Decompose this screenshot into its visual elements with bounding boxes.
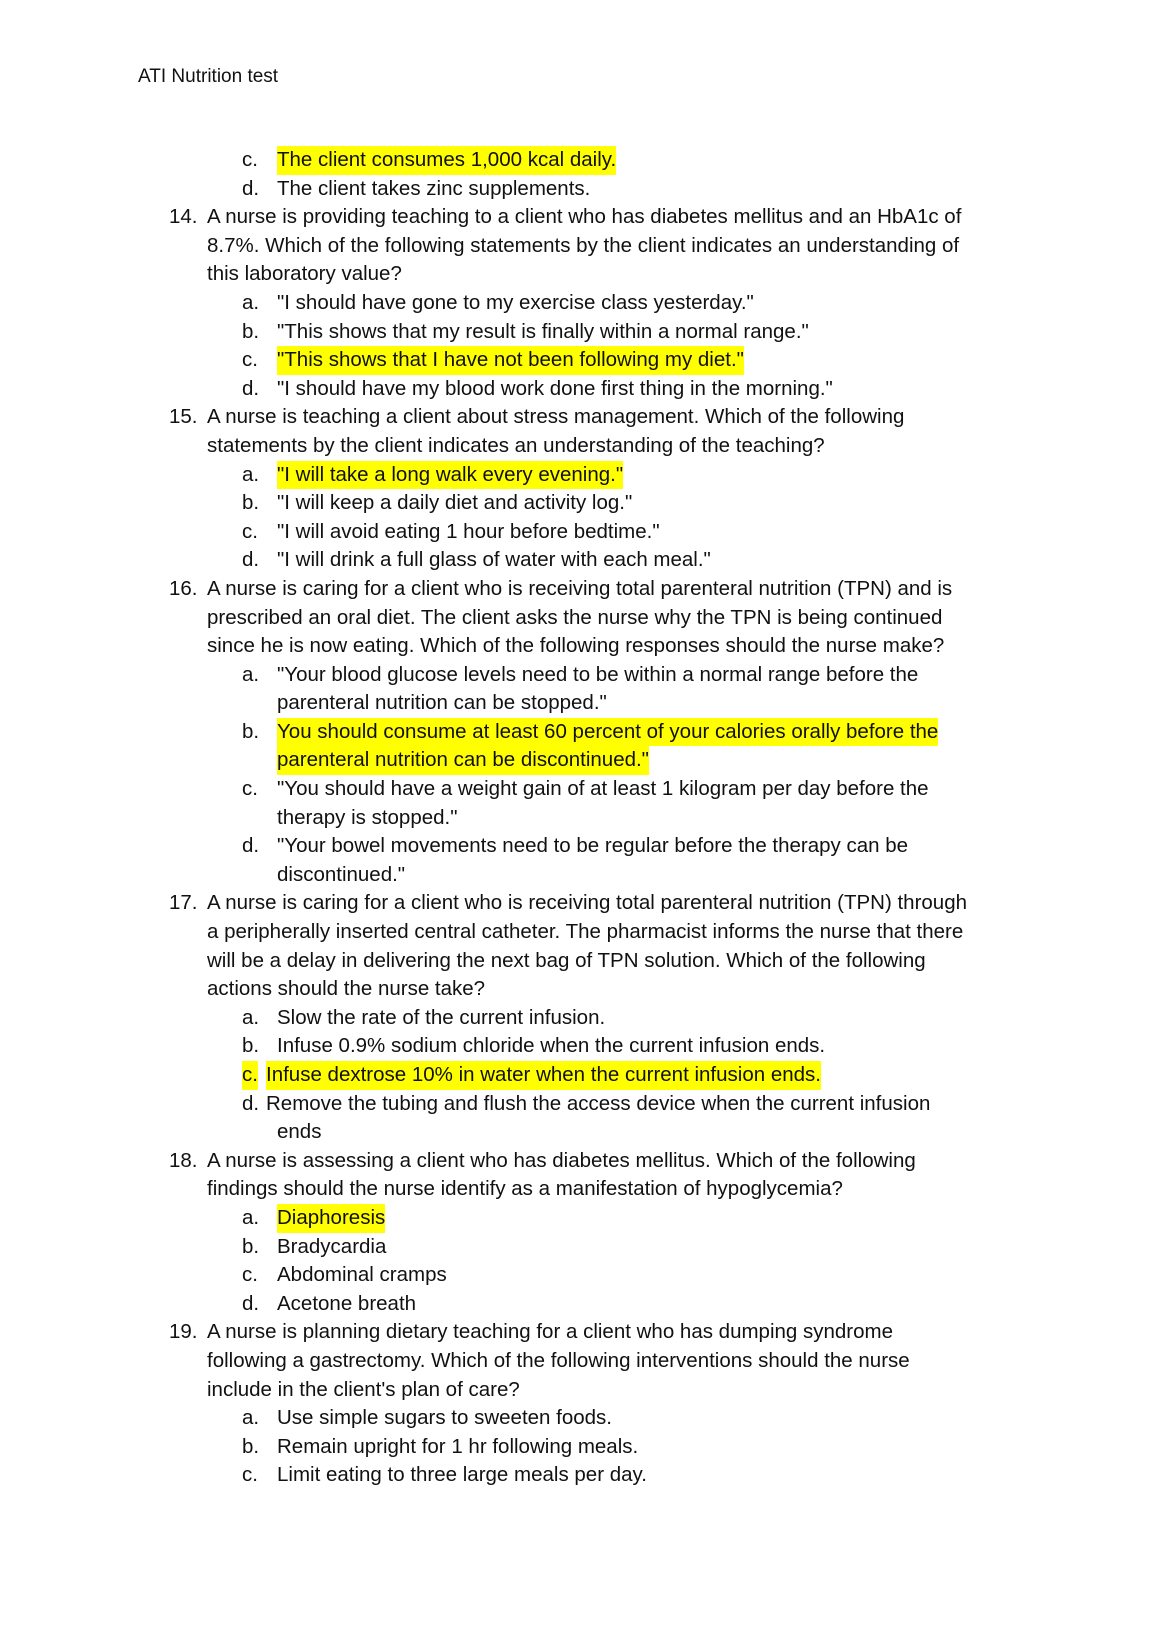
answer-option-line (0, 861, 1158, 890)
option-label: a. (242, 1205, 260, 1229)
question-text: actions should the nurse take? (207, 977, 486, 1001)
answer-option-line (0, 489, 1158, 518)
option-text: "This shows that I have not been following my diet." (277, 346, 744, 375)
answer-option-line (0, 746, 1158, 775)
question-line (0, 975, 1158, 1004)
option-label: b. (242, 319, 260, 343)
option-label: c. (242, 777, 258, 801)
option-text: therapy is stopped." (277, 805, 458, 829)
question-line (0, 1147, 1158, 1176)
option-label: c. (242, 1061, 258, 1090)
question-text: A nurse is assessing a client who has diabetes mellitus. Which of the following (207, 1148, 916, 1172)
question-list (0, 146, 1158, 1490)
answer-option-line (0, 346, 1158, 375)
option-label: c. (242, 519, 258, 543)
question-line (0, 1318, 1158, 1347)
answer-option-line (0, 1090, 1158, 1119)
option-text: parenteral nutrition can be discontinued." (277, 746, 649, 775)
option-label: c. (242, 148, 258, 171)
answer-option-line (0, 375, 1158, 404)
question-text: A nurse is caring for a client who is receiving total parenteral nutrition (TPN) and is (207, 576, 953, 600)
answer-option-line (0, 289, 1158, 318)
question-text: A nurse is teaching a client about stress management. Which of the following (207, 405, 905, 429)
question-line (0, 403, 1158, 432)
question-line (0, 203, 1158, 232)
option-label: c. (242, 348, 258, 372)
option-text: Use simple sugars to sweeten foods. (277, 1406, 612, 1430)
answer-option-line (0, 546, 1158, 575)
question-line (0, 632, 1158, 661)
answer-option-line (0, 832, 1158, 861)
answer-option-line (0, 1061, 1158, 1090)
question-number: 17. (169, 891, 198, 915)
option-label: a. (242, 662, 260, 686)
question-text: A nurse is providing teaching to a client who has diabetes mellitus and an HbA1c of (207, 205, 962, 229)
option-text: "I will avoid eating 1 hour before bedtime." (277, 519, 660, 543)
option-text: "Your blood glucose levels need to be within a normal range before the (277, 662, 919, 686)
question-text: will be a delay in delivering the next bag of TPN solution. Which of the following (207, 948, 926, 972)
option-label: d. (242, 1091, 260, 1115)
option-text: Bradycardia (277, 1234, 387, 1258)
option-label: c. (242, 1263, 258, 1287)
question-line (0, 232, 1158, 261)
answer-option-line (0, 1433, 1158, 1462)
question-line (0, 1175, 1158, 1204)
question-line (0, 947, 1158, 976)
answer-option-line (0, 318, 1158, 347)
option-label: a. (242, 1005, 260, 1029)
question-text: since he is now eating. Which of the following responses should the nurse make? (207, 634, 945, 658)
option-text: discontinued." (277, 862, 406, 886)
option-text: "I will take a long walk every evening." (277, 461, 623, 490)
question-number: 18. (169, 1148, 198, 1172)
question-line (0, 260, 1158, 289)
option-label: d. (242, 176, 260, 200)
question-number: 14. (169, 205, 198, 229)
option-label: d. (242, 548, 260, 572)
question-number: 16. (169, 576, 198, 600)
option-text: Limit eating to three large meals per day. (277, 1463, 647, 1487)
answer-option-line (0, 804, 1158, 833)
option-text: "Your bowel movements need to be regular before the therapy can be (277, 834, 909, 858)
answer-option-line (0, 1404, 1158, 1433)
option-text: The client takes zinc supplements. (277, 176, 591, 200)
option-text: Remain upright for 1 hr following meals. (277, 1434, 639, 1458)
answer-option-line (0, 689, 1158, 718)
answer-option-line (0, 1233, 1158, 1262)
question-number: 19. (169, 1320, 198, 1344)
option-label: a. (242, 462, 260, 486)
answer-option-line (0, 1032, 1158, 1061)
question-line (0, 575, 1158, 604)
option-label: b. (242, 491, 260, 515)
answer-option-line (0, 1004, 1158, 1033)
answer-option-line (0, 1261, 1158, 1290)
option-text: Infuse dextrose 10% in water when the current infusion ends. (266, 1061, 821, 1090)
answer-option-line (0, 718, 1158, 747)
question-text: prescribed an oral diet. The client asks the nurse why the TPN is being continued (207, 605, 943, 629)
option-label: b. (242, 1234, 260, 1258)
answer-option-line (0, 1118, 1158, 1147)
question-text: A nurse is planning dietary teaching for a client who has dumping syndrome (207, 1320, 894, 1344)
option-text: Diaphoresis (277, 1204, 385, 1233)
answer-option-line (0, 1461, 1158, 1490)
option-text: You should consume at least 60 percent of your calories orally before the (277, 718, 938, 747)
option-text: Slow the rate of the current infusion. (277, 1005, 606, 1029)
option-text: The client consumes 1,000 kcal daily. (277, 146, 616, 175)
question-text: 8.7%. Which of the following statements by the client indicates an understanding of (207, 233, 960, 257)
answer-option-line (0, 461, 1158, 490)
page-header: ATI Nutrition test (138, 66, 279, 87)
option-text: Acetone breath (277, 1291, 417, 1315)
option-text: parenteral nutrition can be stopped." (277, 691, 607, 715)
question-line (0, 1376, 1158, 1405)
option-label: b. (242, 1034, 260, 1058)
option-label: b. (242, 719, 260, 743)
option-text: "I will drink a full glass of water with each meal." (277, 548, 711, 572)
option-label: a. (242, 1406, 260, 1430)
option-text: Remove the tubing and flush the access device when the current infusion (266, 1091, 931, 1115)
question-line (0, 889, 1158, 918)
answer-option-line (0, 775, 1158, 804)
option-text: Infuse 0.9% sodium chloride when the current infusion ends. (277, 1034, 826, 1058)
option-label: b. (242, 1434, 260, 1458)
option-text: "I will keep a daily diet and activity log." (277, 491, 633, 515)
option-label: d. (242, 1291, 260, 1315)
answer-option-line (0, 1290, 1158, 1319)
question-text: findings should the nurse identify as a manifestation of hypoglycemia? (207, 1177, 843, 1201)
question-text: following a gastrectomy. Which of the following interventions should the nurse (207, 1348, 910, 1372)
option-text: "You should have a weight gain of at least 1 kilogram per day before the (277, 777, 929, 801)
option-label: c. (242, 1463, 258, 1487)
question-number: 15. (169, 405, 198, 429)
question-line (0, 432, 1158, 461)
question-text: statements by the client indicates an understanding of the teaching? (207, 433, 825, 457)
question-line (0, 604, 1158, 633)
question-text: A nurse is caring for a client who is receiving total parenteral nutrition (TPN) through (207, 891, 968, 915)
option-text: Abdominal cramps (277, 1263, 447, 1287)
option-text: "I should have my blood work done first thing in the morning." (277, 376, 833, 400)
option-label: a. (242, 290, 260, 314)
option-text: "This shows that my result is finally within a normal range." (277, 319, 809, 343)
question-line (0, 918, 1158, 947)
question-text: include in the client's plan of care? (207, 1377, 520, 1401)
answer-option-line (0, 1204, 1158, 1233)
option-text: "I should have gone to my exercise class yesterday." (277, 290, 754, 314)
question-line (0, 1347, 1158, 1376)
question-text: this laboratory value? (207, 262, 402, 286)
option-text: ends (277, 1120, 322, 1144)
answer-option-line (0, 175, 1158, 204)
question-text: a peripherally inserted central catheter. The pharmacist informs the nurse that there (207, 920, 964, 944)
answer-option-line (0, 518, 1158, 547)
option-label: d. (242, 376, 260, 400)
answer-option-line (0, 661, 1158, 690)
option-label: d. (242, 834, 260, 858)
answer-option-line (0, 146, 1158, 175)
